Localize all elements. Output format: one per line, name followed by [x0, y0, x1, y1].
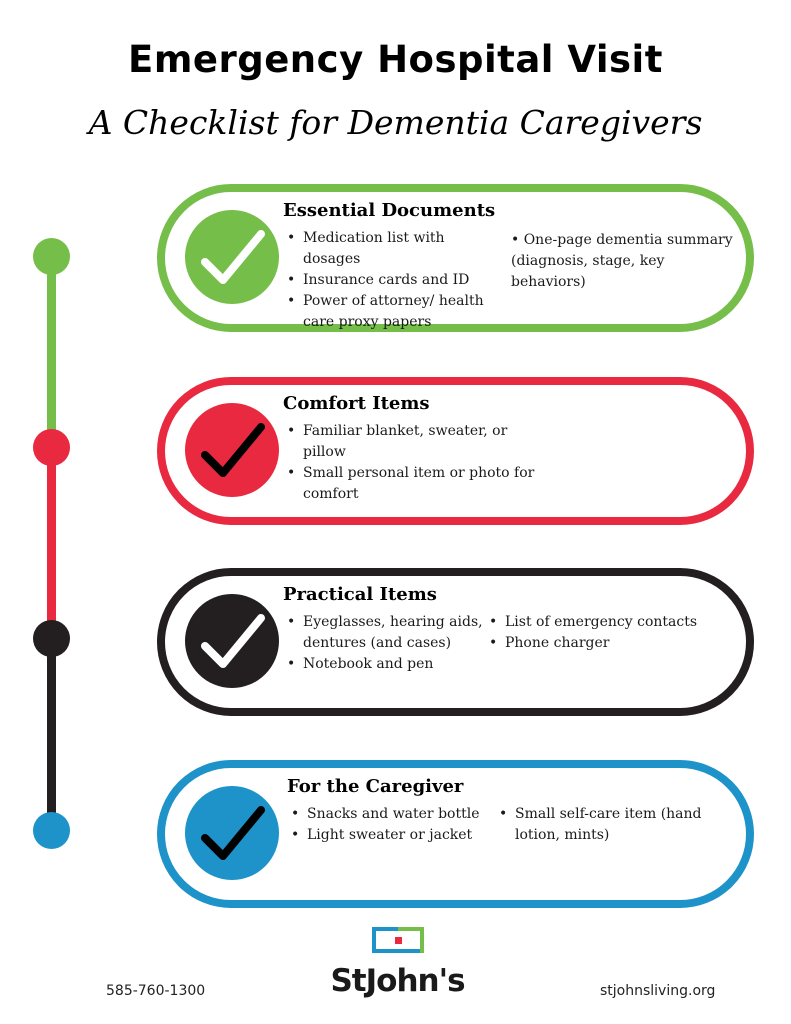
list-item: • List of emergency contacts: [485, 612, 735, 633]
checkmark-circle: [185, 786, 279, 880]
footer-website: stjohnsliving.org: [600, 983, 716, 999]
list-item: • Small self-care item (hand lotion, mints): [495, 804, 705, 846]
section-card-practical-items: [157, 568, 754, 716]
item-list: [495, 804, 705, 846]
item-list: [283, 228, 503, 333]
list-item: • Insurance cards and ID: [283, 270, 503, 291]
timeline-dot-red: [33, 429, 70, 466]
checkmark-icon: [185, 594, 279, 688]
section-card-essential-documents: [157, 184, 754, 332]
list-item: • Familiar blanket, sweater, or pillow: [283, 421, 553, 463]
list-item: • Small personal item or photo for comfort: [283, 463, 553, 505]
checkmark-circle: [185, 594, 279, 688]
timeline-segment-red: [47, 448, 56, 638]
timeline-segment-black: [47, 638, 56, 830]
item-list: [485, 612, 735, 654]
st-johns-logo: [330, 925, 465, 1005]
list-item: • Power of attorney/ health care proxy papers: [283, 291, 503, 333]
section-card-for-the-caregiver: [157, 760, 754, 908]
page-subtitle: A Checklist for Dementia Caregivers: [88, 103, 703, 142]
list-item: • Phone charger: [485, 633, 735, 654]
list-item: • Medication list with dosages: [283, 228, 503, 270]
page-title: Emergency Hospital Visit: [128, 38, 663, 81]
item-list: [283, 421, 553, 505]
checkmark-icon: [185, 403, 279, 497]
list-item: • Snacks and water bottle: [287, 804, 487, 825]
logo-text: StJohn's: [330, 963, 465, 999]
list-item-line: • One-page dementia summary: [511, 232, 733, 248]
item-list: [511, 230, 743, 293]
section-title: For the Caregiver: [287, 776, 464, 797]
checkmark-icon: [185, 786, 279, 880]
timeline-dot-black: [33, 620, 70, 657]
checkmark-circle: [185, 403, 279, 497]
logo-mark-icon: [368, 925, 428, 959]
section-title: Practical Items: [283, 584, 437, 605]
list-item: • Eyeglasses, hearing aids, dentures (and cases): [283, 612, 483, 654]
section-card-comfort-items: [157, 377, 754, 525]
timeline-dot-green: [33, 238, 70, 275]
checkmark-icon: [185, 210, 279, 304]
timeline-dot-blue: [33, 812, 70, 849]
timeline-segment-green: [47, 256, 56, 448]
section-title: Comfort Items: [283, 393, 430, 414]
list-item: • Notebook and pen: [283, 654, 483, 675]
item-list: [283, 612, 483, 675]
checkmark-circle: [185, 210, 279, 304]
list-item-line: (diagnosis, stage, key behaviors): [511, 253, 665, 290]
section-title: Essential Documents: [283, 200, 496, 221]
list-item: • Light sweater or jacket: [287, 825, 487, 846]
footer-phone: 585-760-1300: [106, 983, 206, 999]
item-list: [287, 804, 487, 846]
